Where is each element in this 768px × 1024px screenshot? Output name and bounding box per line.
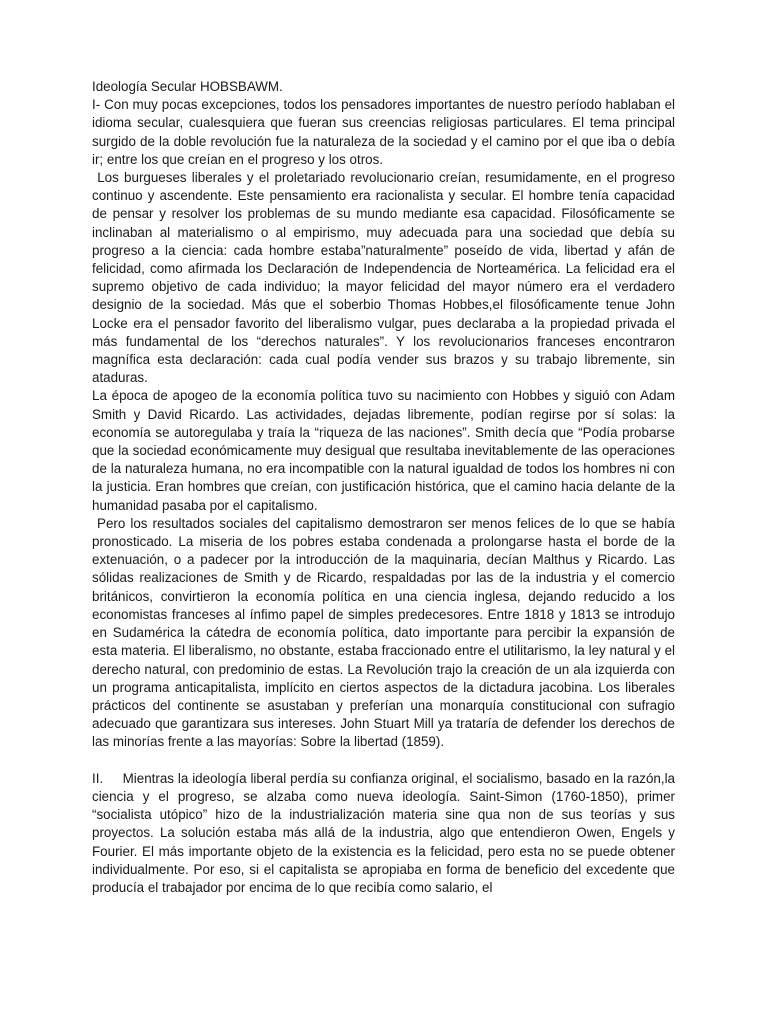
paragraph-3: La época de apogeo de la economía política tuvo su nacimiento con Hobbes y siguió con Adam Smith y David Ricardo. Las actividades, dejadas libremente, podían regirse por sí solas: la economía se autoregulaba y traía la “riqueza de las naciones”. Smith decía que “Podía probarse que la sociedad económicamente muy desigual que resultaba inevitablemente de las operaciones de la naturaleza humana, no era incompatible con la natural igualdad de todos los hombres ni con la justicia. Eran hombres que creían, con justificación histórica, que el camino hacia delante de la humanidad pasaba por el capitalismo. [92,388,675,513]
paragraph-4-text: Pero los resultados sociales del capitalismo demostraron ser menos felices de lo que se había pronosticado. La miseria de los pobres estaba condenada a prolongarse hasta el borde de la extenuación, o a padecer por la introducción de la maquinaria, decían Malthus y Ricardo. Las sólidas realizaciones de Smith y de Ricardo, respaldadas por las de la industria y el comercio británicos, convirtieron la economía política en una ciencia inglesa, dejando reducido a los economistas franceses al ínfimo papel de simples predecesores. Entre 1818 y 1813 se introdujo en Sudamérica la cátedra de economía política, dato importante para percibir la expansión de esta materia. El liberalismo, no obstante, estaba fraccionado entre el utilitarismo, la ley natural y el derecho natural, con predominio de estas. La Revolución trajo la creación de un ala izquierda con un programa anticapitalista, implícito en ciertos aspectos de la dictadura jacobina. Los liberales prácticos del continente se asustaban y preferían una monarquía constitucional con sufragio adecuado que garantizara sus intereses. John Stuart Mill ya trataría de defender los derechos de las minorías frente a las mayorías: Sobre la libertad (1859). [92,515,675,750]
paragraph-4 [92,515,675,752]
document-page [92,78,675,897]
paragraph-1: I- Con muy pocas excepciones, todos los pensadores importantes de nuestro período hablaban el idioma secular, cualesquiera que fueran sus creencias religiosas particulares. El tema principal surgido de la doble revolución fue la naturaleza de la sociedad y el camino por el que iba o debía ir; entre los que creían en el progreso y los otros. [92,97,675,167]
document-title: Ideología Secular HOBSBAWM. [92,79,283,94]
paragraph-5: II. Mientras la ideología liberal perdía su confianza original, el socialismo, basado en la razón,la ciencia y el progreso, se alzaba como nueva ideología. Saint-Simon (1760-1850), primer “socialista utópico” hizo de la industrialización materia sine qua non de sus teorías y sus proyectos. La solución estaba más allá de la industria, algo que entendieron Owen, Engels y Fourier. El más importante objeto de la existencia es la felicidad, pero esta no se puede obtener individualmente. Por eso, si el capitalista se apropiaba en forma de beneficio del excedente que producía el trabajador por encima de lo que recibía como salario, el [92,770,675,895]
paragraph-spacer [92,752,675,770]
paragraph-2 [92,169,675,387]
paragraph-2-text: Los burgueses liberales y el proletariado revolucionario creían, resumidamente, en el progreso continuo y ascendente. Este pensamiento era racionalista y secular. El hombre tenía capacidad de pensar y resolver los problemas de su mundo mediante esa capacidad. Filosóficamente se inclinaban al materialismo o al empirismo, muy adecuada para una sociedad que debía su progreso a la ciencia: cada hombre estaba”naturalmente” poseído de vida, libertad y afán de felicidad, como afirmada los Declaración de Independencia de Norteamérica. La felicidad era el supremo objetivo de cada individuo; la mayor felicidad del mayor número era el verdadero designio de la sociedad. Más que el soberbio Thomas Hobbes,el filosóficamente tenue John Locke era el pensador favorito del liberalismo vulgar, pues declaraba a la propiedad privada el más fundamental de los “derechos naturales”. Y los revolucionarios franceses encontraron magnífica esta declaración: cada cual podía vender sus brazos y su trabajo libremente, sin ataduras. [92,170,675,386]
